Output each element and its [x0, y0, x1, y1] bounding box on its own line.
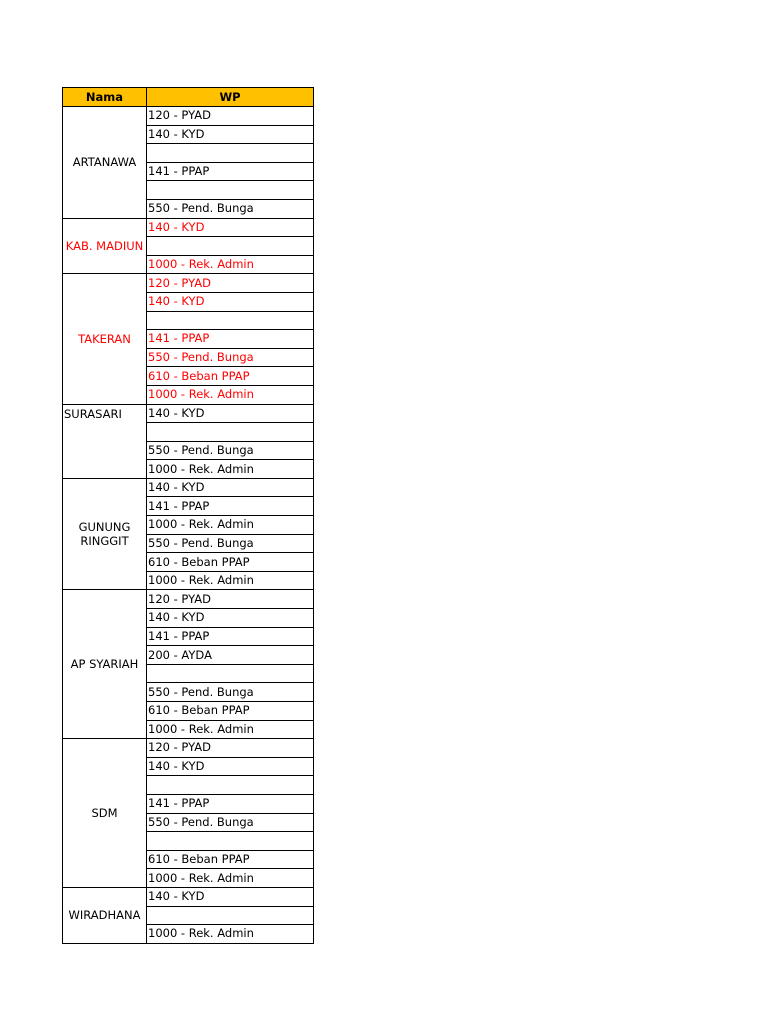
wp-cell[interactable]: 140 - KYD: [147, 887, 314, 906]
table-row: [63, 274, 314, 293]
wp-cell[interactable]: [147, 311, 314, 330]
nama-cell[interactable]: ARTANAWA: [63, 107, 147, 219]
wp-cell[interactable]: 1000 - Rek. Admin: [147, 460, 314, 479]
wp-cell[interactable]: 610 - Beban PPAP: [147, 702, 314, 721]
wp-cell[interactable]: [147, 423, 314, 442]
wp-cell[interactable]: 140 - KYD: [147, 478, 314, 497]
wp-cell[interactable]: 140 - KYD: [147, 125, 314, 144]
wp-cell[interactable]: 550 - Pend. Bunga: [147, 441, 314, 460]
wp-cell[interactable]: 140 - KYD: [147, 292, 314, 311]
wp-cell[interactable]: 550 - Pend. Bunga: [147, 199, 314, 218]
nama-cell[interactable]: AP SYARIAH: [63, 590, 147, 739]
wp-cell[interactable]: [147, 776, 314, 795]
nama-cell[interactable]: KAB. MADIUN: [63, 218, 147, 274]
wp-cell[interactable]: 141 - PPAP: [147, 497, 314, 516]
table-row: [63, 107, 314, 126]
wp-cell[interactable]: [147, 237, 314, 256]
wp-cell[interactable]: 550 - Pend. Bunga: [147, 348, 314, 367]
wp-cell[interactable]: 120 - PYAD: [147, 739, 314, 758]
wp-cell[interactable]: 550 - Pend. Bunga: [147, 534, 314, 553]
wp-cell[interactable]: 141 - PPAP: [147, 330, 314, 349]
header-wp[interactable]: WP: [147, 88, 314, 107]
wp-cell[interactable]: [147, 144, 314, 163]
wp-cell[interactable]: 610 - Beban PPAP: [147, 553, 314, 572]
wp-cell[interactable]: 140 - KYD: [147, 609, 314, 628]
wp-cell[interactable]: 1000 - Rek. Admin: [147, 720, 314, 739]
wp-cell[interactable]: 1000 - Rek. Admin: [147, 516, 314, 535]
table-row: [63, 478, 314, 497]
wp-cell[interactable]: 550 - Pend. Bunga: [147, 683, 314, 702]
wp-cell[interactable]: 140 - KYD: [147, 404, 314, 423]
wp-cell[interactable]: 120 - PYAD: [147, 274, 314, 293]
header-row: [63, 88, 314, 107]
wp-cell[interactable]: [147, 906, 314, 925]
wp-cell[interactable]: 1000 - Rek. Admin: [147, 385, 314, 404]
table-row: [63, 218, 314, 237]
nama-cell[interactable]: GUNUNG RINGGIT: [63, 478, 147, 590]
header-nama[interactable]: Nama: [63, 88, 147, 107]
wp-cell[interactable]: 120 - PYAD: [147, 107, 314, 126]
wp-cell[interactable]: [147, 832, 314, 851]
wp-table: [62, 87, 314, 944]
wp-cell[interactable]: 141 - PPAP: [147, 627, 314, 646]
table-body: [63, 107, 314, 944]
wp-cell[interactable]: [147, 181, 314, 200]
wp-cell[interactable]: 550 - Pend. Bunga: [147, 813, 314, 832]
wp-cell[interactable]: 120 - PYAD: [147, 590, 314, 609]
table-row: [63, 739, 314, 758]
table-row: [63, 590, 314, 609]
table-row: [63, 887, 314, 906]
wp-cell[interactable]: 1000 - Rek. Admin: [147, 925, 314, 944]
nama-cell[interactable]: SDM: [63, 739, 147, 888]
wp-cell[interactable]: 140 - KYD: [147, 218, 314, 237]
table-row: [63, 404, 314, 423]
wp-cell[interactable]: 1000 - Rek. Admin: [147, 255, 314, 274]
wp-cell[interactable]: 610 - Beban PPAP: [147, 367, 314, 386]
wp-cell[interactable]: 610 - Beban PPAP: [147, 850, 314, 869]
wp-cell[interactable]: [147, 664, 314, 683]
wp-cell[interactable]: 140 - KYD: [147, 757, 314, 776]
wp-cell[interactable]: 1000 - Rek. Admin: [147, 869, 314, 888]
nama-cell[interactable]: TAKERAN: [63, 274, 147, 404]
nama-cell[interactable]: SURASARI: [63, 404, 147, 478]
wp-cell[interactable]: 200 - AYDA: [147, 646, 314, 665]
nama-cell[interactable]: WIRADHANA: [63, 887, 147, 943]
wp-cell[interactable]: 141 - PPAP: [147, 162, 314, 181]
wp-cell[interactable]: 1000 - Rek. Admin: [147, 571, 314, 590]
wp-cell[interactable]: 141 - PPAP: [147, 794, 314, 813]
